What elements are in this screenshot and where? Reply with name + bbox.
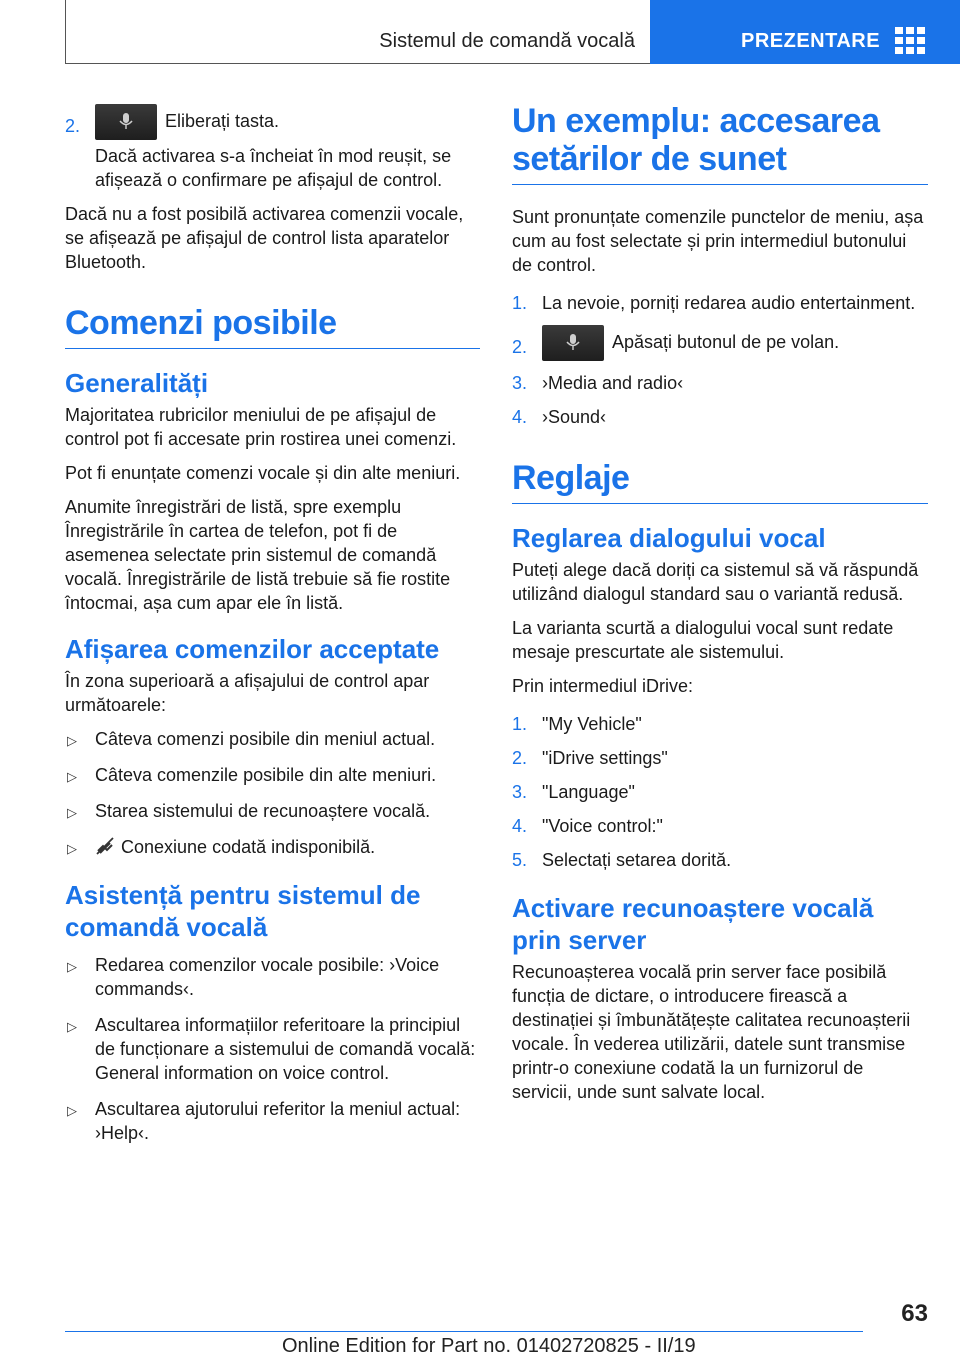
paragraph: Majoritatea rubricilor meniului de pe afișajul de control pot fi accesate prin rostirea unei comenzi. xyxy=(65,405,457,449)
list-item-text: Ascultarea informațiilor referitoare la principiul de funcționare a sistemului de comandă vocală: General information on voice control. xyxy=(95,1015,476,1083)
heading-reglaje: Reglaje xyxy=(512,459,630,497)
list-item-text: Conexiune codată indisponibilă. xyxy=(121,837,376,857)
list-item xyxy=(65,727,480,751)
page-number: 63 xyxy=(901,1300,928,1327)
bullet-triangle-icon: ▷ xyxy=(67,1103,77,1118)
heading-asistenta: Asistență pentru sistemul de comandă vocală xyxy=(65,880,421,942)
heading-comenzi: Comenzi posibile xyxy=(65,304,337,342)
step-number: 1. xyxy=(512,714,528,734)
list-item xyxy=(65,799,480,823)
list-item xyxy=(65,1097,480,1145)
step-item xyxy=(512,814,928,838)
step-number: 5. xyxy=(512,850,528,870)
step-number: 3. xyxy=(512,782,528,802)
heading-block xyxy=(65,304,480,349)
grid-icon xyxy=(895,27,925,53)
step-number: 4. xyxy=(512,407,528,427)
paragraph: Recunoașterea vocală prin server face posibilă funcția de dictare, o introducere firească a destinației și îmbunătățește calitatea recunoașterii vocale. În vederea utilizării, datele sunt transmise printr-o conexiune codată la un furnizorul de servicii, unde sunt salvate local. xyxy=(512,962,911,1102)
footer-edition: Online Edition for Part no. 01402720825 - II/19 xyxy=(282,1335,696,1357)
step-item xyxy=(512,371,928,395)
step-text: "Voice control:" xyxy=(542,816,663,836)
step-text: "Language" xyxy=(542,782,635,802)
step-text: Eliberați tasta. xyxy=(165,110,280,131)
step-text: Selectați setarea dorită. xyxy=(542,850,732,870)
list-item-text: Câteva comenzile posibile din alte meniuri. xyxy=(95,765,437,785)
step-number: 1. xyxy=(512,293,528,313)
step-text: "My Vehicle" xyxy=(542,714,642,734)
paragraph: Puteți alege dacă doriți ca sistemul să vă răspundă utilizând dialogul standard sau o variantă redusă. xyxy=(512,560,919,604)
paragraph: Pot fi enunțate comenzi vocale și din alte meniuri. xyxy=(65,463,461,483)
bullet-triangle-icon: ▷ xyxy=(67,733,77,748)
step-item xyxy=(512,405,928,429)
microphone-button-image xyxy=(95,104,157,140)
list-item xyxy=(65,763,480,787)
step-text: ›Media and radio‹ xyxy=(542,373,684,393)
list-item-text: Starea sistemului de recunoaștere vocală. xyxy=(95,801,431,821)
paragraph: La varianta scurtă a dialogului vocal sunt redate mesaje prescurtate ale sistemului. xyxy=(512,618,894,662)
step-number: 4. xyxy=(512,816,528,836)
microphone-button-image xyxy=(542,325,604,361)
bullet-triangle-icon: ▷ xyxy=(67,959,77,974)
step-number: 3. xyxy=(512,373,528,393)
list-item xyxy=(65,953,480,1001)
step-item xyxy=(512,325,928,361)
paragraph: În zona superioară a afișajului de control apar următoarele: xyxy=(65,671,430,715)
step-item xyxy=(512,848,928,872)
list-item-text: Redarea comenzilor vocale posibile: ›Voice commands‹. xyxy=(95,955,440,999)
step-text: Apăsați butonul de pe volan. xyxy=(612,331,840,352)
heading-afisare: Afișarea comenzilor acceptate xyxy=(65,634,440,664)
bullet-triangle-icon: ▷ xyxy=(67,769,77,784)
paragraph: Dacă nu a fost posibilă activarea comenzii vocale, se afișează pe afișajul de control lista aparatelor Bluetooth. xyxy=(65,204,464,272)
step-text: "iDrive settings" xyxy=(542,748,668,768)
right-column xyxy=(512,102,928,1114)
step-text: La nevoie, porniți redarea audio entertainment. xyxy=(542,293,916,313)
list-item-text: Câteva comenzi posibile din meniul actual. xyxy=(95,729,436,749)
step-release-key xyxy=(65,104,480,192)
step-text: ›Sound‹ xyxy=(542,407,607,427)
step-item xyxy=(512,291,928,315)
header-section-title: Sistemul de comandă vocală xyxy=(379,30,635,52)
header-chapter-tab[interactable] xyxy=(650,0,960,64)
list-item xyxy=(65,835,480,859)
paragraph: Anumite înregistrări de listă, spre exemplu Înregistrările în cartea de telefon, pot fi de asemenea selectate prin sistemul de comandă vocală. Înregistrările de listă trebuie să fie rostite întocmai, așa cum apar ele în listă. xyxy=(65,497,451,613)
heading-generalitati: Generalități xyxy=(65,368,209,398)
step-number: 2. xyxy=(512,748,528,768)
paragraph: Sunt pronunțate comenzile punctelor de meniu, așa cum au fost selectate și prin intermediul butonului de control. xyxy=(512,207,924,275)
step-number: 2. xyxy=(65,116,81,136)
paragraph: Prin intermediul iDrive: xyxy=(512,676,694,696)
step-subtext: Dacă activarea s-a încheiat în mod reușit, se afișează o confirmare pe afișajul de control. xyxy=(95,146,452,190)
left-column xyxy=(65,108,480,1157)
footer-divider xyxy=(65,1331,863,1332)
step-item xyxy=(512,746,928,770)
heading-dialog: Reglarea dialogului vocal xyxy=(512,523,826,553)
heading-block xyxy=(512,102,928,185)
step-number: 2. xyxy=(512,337,528,357)
heading-block xyxy=(512,459,928,504)
bullet-triangle-icon: ▷ xyxy=(67,841,77,856)
heading-server: Activare recunoaștere vocală prin server xyxy=(512,893,874,955)
heading-exemplu: Un exemplu: accesarea setărilor de sunet xyxy=(512,102,880,178)
step-item xyxy=(512,712,928,736)
header-chapter-label: PREZENTARE xyxy=(741,30,881,52)
microphone-icon xyxy=(565,333,581,353)
bullet-triangle-icon: ▷ xyxy=(67,1019,77,1034)
bullet-triangle-icon: ▷ xyxy=(67,805,77,820)
step-item xyxy=(512,780,928,804)
no-encryption-icon xyxy=(95,836,115,856)
list-item xyxy=(65,1013,480,1085)
list-item-text: Ascultarea ajutorului referitor la meniul actual: ›Help‹. xyxy=(95,1099,461,1143)
microphone-icon xyxy=(118,112,134,132)
